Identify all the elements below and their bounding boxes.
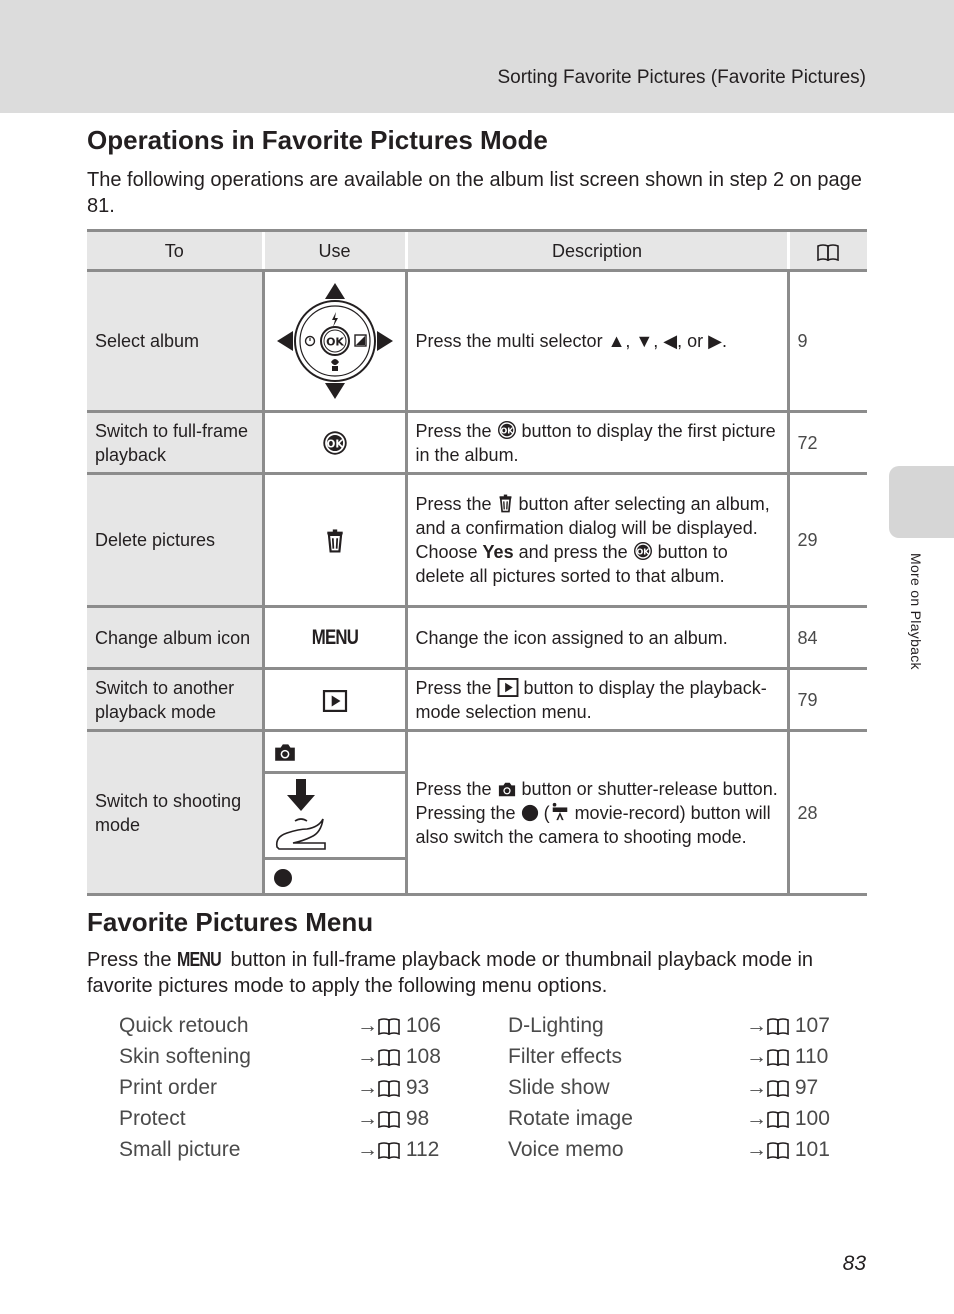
record-dot-icon <box>521 804 539 822</box>
menu-button-label: MENU <box>177 949 221 971</box>
table-row <box>87 607 867 669</box>
playback-icon <box>322 690 348 712</box>
ok-button-icon <box>497 420 517 440</box>
row-description: Press the button after selecting an album, and a confirmation dialog will be displayed. Choose Yes and press the button to delete all pictures sorted to that album. <box>406 474 788 607</box>
book-reference-icon <box>378 1079 400 1097</box>
book-reference-icon <box>817 243 839 261</box>
row-description: Press the button or shutter-release button. Pressing the ( movie-record) button will also switch the camera to shooting mode. <box>406 731 788 895</box>
row-description: Change the icon assigned to an album. <box>406 607 788 669</box>
row-page: 72 <box>788 412 867 474</box>
up-arrow-glyph: ▲ <box>607 331 626 351</box>
page-reference: → 110 <box>746 1045 829 1068</box>
row-page: 28 <box>788 731 867 895</box>
svg-text:OK: OK <box>325 335 344 349</box>
camera-icon <box>497 780 517 798</box>
col-header-description: Description <box>406 231 788 271</box>
right-arrow-glyph: ▶ <box>708 331 722 351</box>
section-intro-operations: The following operations are available on the album list screen shown in step 2 on page 81. <box>87 169 862 217</box>
row-page: 84 <box>788 607 867 669</box>
page-number: 83 <box>842 1252 866 1275</box>
row-to: Switch to another playback mode <box>87 669 263 731</box>
row-to: Change album icon <box>87 607 263 669</box>
row-to: Switch to shooting mode <box>87 731 263 895</box>
book-reference-icon <box>378 1141 400 1159</box>
book-reference-icon <box>767 1017 789 1035</box>
col-header-to: To <box>87 231 263 271</box>
book-reference-icon <box>767 1048 789 1066</box>
list-item: Print order → 93 Slide show → 97 <box>119 1072 859 1103</box>
menu-button-label: MENU <box>311 625 358 649</box>
trash-icon <box>497 494 514 513</box>
book-reference-icon <box>767 1079 789 1097</box>
page-reference: → 97 <box>746 1076 819 1099</box>
table-row <box>87 412 867 474</box>
row-page: 29 <box>788 474 867 607</box>
row-page: 9 <box>788 271 867 412</box>
operations-table <box>87 229 867 896</box>
menu-options-list <box>119 1010 859 1165</box>
movie-icon <box>550 802 570 822</box>
book-reference-icon <box>767 1110 789 1128</box>
row-to: Delete pictures <box>87 474 263 607</box>
list-item: Small picture → 112 Voice memo → 101 <box>119 1134 859 1165</box>
movie-record-icon <box>273 868 293 888</box>
multi-selector-icon <box>274 280 396 402</box>
table-row <box>87 271 867 412</box>
row-to: Select album <box>87 271 263 412</box>
table-row <box>87 474 867 607</box>
row-page: 79 <box>788 669 867 731</box>
section-title-operations: Operations in Favorite Pictures Mode <box>87 125 548 155</box>
row-description: Press the multi selector ▲, ▼, ◀, or ▶. <box>406 271 788 412</box>
camera-icon <box>273 741 297 763</box>
table-row <box>87 669 867 731</box>
running-head: Sorting Favorite Pictures (Favorite Pictures) <box>497 67 866 88</box>
book-reference-icon <box>378 1017 400 1035</box>
playback-icon <box>497 678 519 697</box>
page-reference: → 106 <box>357 1014 441 1037</box>
page-reference: → 98 <box>357 1107 430 1130</box>
trash-icon <box>324 529 346 553</box>
col-header-reference <box>788 231 867 271</box>
col-header-use: Use <box>263 231 406 271</box>
book-reference-icon <box>378 1110 400 1128</box>
list-item: Quick retouch → 106 D-Lighting → 107 <box>119 1010 859 1041</box>
page-reference: → 107 <box>746 1014 830 1037</box>
page-reference: → 108 <box>357 1045 441 1068</box>
row-description: Press the button to display the first picture in the album. <box>406 412 788 474</box>
table-row <box>87 731 867 895</box>
ok-button-icon <box>322 430 348 456</box>
section-intro-menu: Press the MENU button in full-frame playback mode or thumbnail playback mode in favorite pictures mode to apply the following menu options. <box>87 949 814 997</box>
row-description: Press the button to display the playback-mode selection menu. <box>406 669 788 731</box>
page-reference: → 100 <box>746 1107 830 1130</box>
book-reference-icon <box>767 1141 789 1159</box>
left-arrow-glyph: ◀ <box>663 331 678 351</box>
table-header-row <box>87 231 867 271</box>
ok-button-icon <box>633 541 653 561</box>
side-tab-label: More on Playback <box>908 553 924 670</box>
header-band <box>0 0 954 113</box>
book-reference-icon <box>378 1048 400 1066</box>
shutter-release-icon <box>273 777 329 853</box>
page-reference: → 101 <box>746 1138 830 1161</box>
row-to: Switch to full-frame playback <box>87 412 263 474</box>
page-reference: → 93 <box>357 1076 430 1099</box>
side-tab <box>889 466 954 538</box>
list-item: Skin softening → 108 Filter effects → 110 <box>119 1041 859 1072</box>
down-arrow-glyph: ▼ <box>635 331 654 351</box>
page-reference: → 112 <box>357 1138 440 1161</box>
list-item: Protect → 98 Rotate image → 100 <box>119 1103 859 1134</box>
section-title-menu: Favorite Pictures Menu <box>87 907 374 937</box>
